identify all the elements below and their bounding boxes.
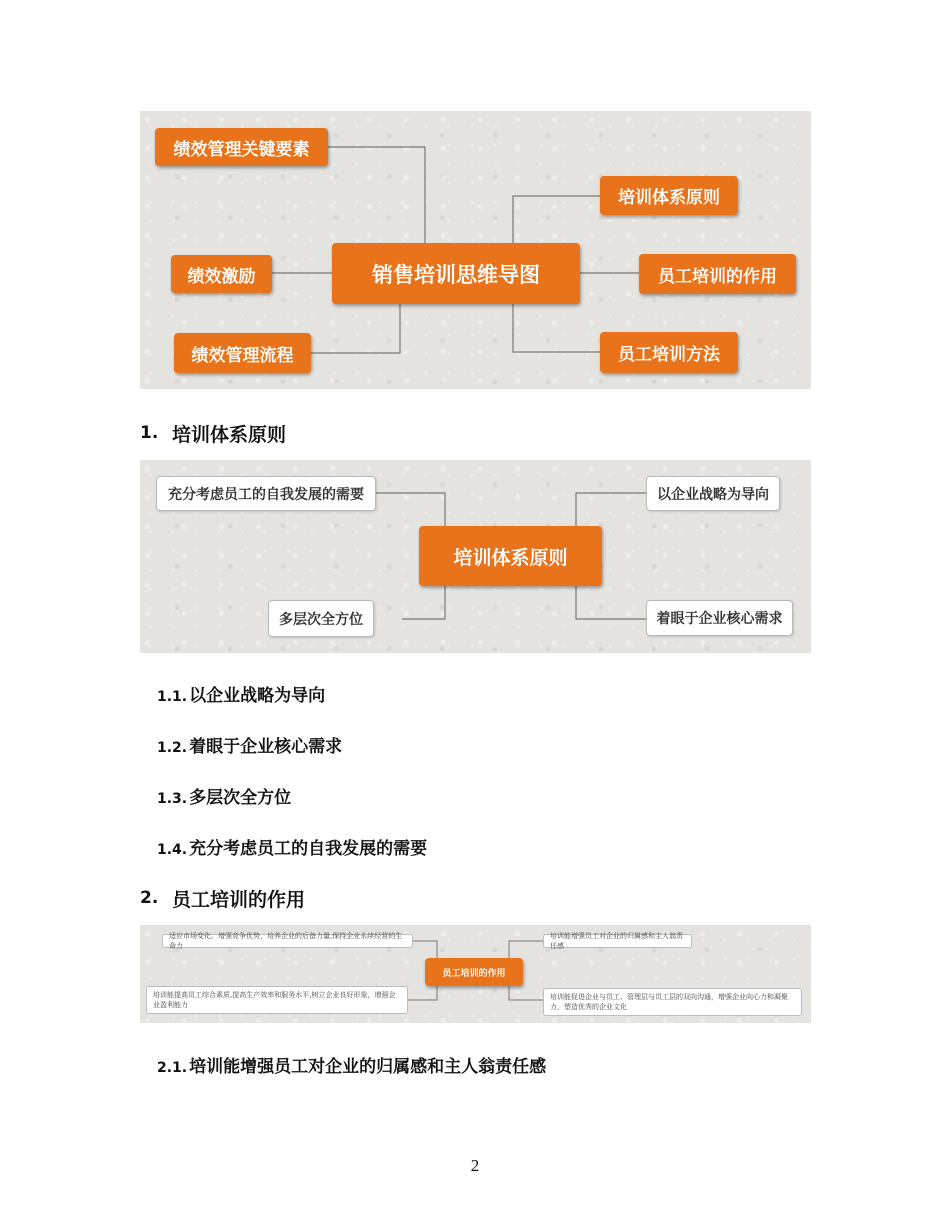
page-number: 2 (470, 1156, 480, 1175)
mindmap-node-belonging: 培训能增强员工对企业的归属感和主人翁责任感 (543, 934, 692, 948)
mindmap-center-training-role: 员工培训的作用 (425, 958, 523, 986)
mindmap-node-performance-key-elements: 绩效管理关键要素 (155, 128, 328, 166)
mindmap-sales-training (140, 111, 811, 389)
subsection-title: 充分考虑员工的自我发展的需要 (189, 839, 428, 859)
subsection-number: 1.2. (157, 740, 188, 756)
mindmap-training-role (140, 925, 811, 1023)
mindmap-training-principles (140, 460, 811, 653)
section-number: 2. (140, 888, 159, 908)
mindmap-node-core-needs: 着眼于企业核心需求 (646, 600, 793, 636)
subsection-title: 多层次全方位 (189, 788, 292, 808)
mindmap-center-sales-training: 销售培训思维导图 (332, 243, 580, 304)
mindmap-node-performance-process: 绩效管理流程 (174, 333, 311, 373)
mindmap-node-multi-level: 多层次全方位 (268, 600, 374, 637)
mindmap-center-training-principles: 培训体系原则 (419, 526, 602, 586)
subsection-number: 1.3. (157, 791, 188, 807)
mindmap-node-training-role: 员工培训的作用 (639, 254, 796, 294)
subsection-heading-1-1 (157, 681, 325, 706)
mindmap-node-employee-self-development: 充分考虑员工的自我发展的需要 (156, 476, 376, 511)
subsection-number: 1.1. (157, 689, 188, 705)
subsection-title: 以企业战略为导向 (189, 686, 326, 706)
subsection-heading-2-1 (157, 1052, 546, 1077)
section-number: 1. (140, 423, 159, 443)
subsection-heading-1-2 (157, 732, 342, 757)
mindmap-node-training-principles: 培训体系原则 (600, 176, 738, 215)
subsection-heading-1-4 (157, 834, 427, 859)
subsection-title: 着眼于企业核心需求 (189, 737, 343, 757)
section-title: 员工培训的作用 (172, 888, 306, 911)
section-heading-2 (140, 885, 305, 911)
subsection-number: 1.4. (157, 842, 188, 858)
mindmap-node-market-adaptation: 适应市场变化、增强竞争优势，培养企业的后备力量,保持企业永续经营的生命力 (162, 934, 413, 948)
mindmap-node-training-methods: 员工培训方法 (600, 332, 738, 373)
mindmap-node-employee-quality: 培训能提高员工综合素质,提高生产效率和服务水平,树立企业良好形象，增强企业盈利能力 (146, 986, 408, 1014)
mindmap-node-communication: 培训能促进企业与员工、管理层与员工层的双向沟通，增强企业向心力和凝聚力，塑造优秀的企业文化 (543, 988, 802, 1016)
subsection-title: 培训能增强员工对企业的归属感和主人翁责任感 (189, 1057, 547, 1077)
mindmap-node-enterprise-strategy: 以企业战略为导向 (646, 476, 780, 511)
subsection-number: 2.1. (157, 1060, 188, 1076)
subsection-heading-1-3 (157, 783, 291, 808)
mindmap-node-performance-incentive: 绩效激励 (171, 255, 272, 293)
section-title: 培训体系原则 (172, 423, 287, 446)
section-heading-1 (140, 420, 286, 446)
